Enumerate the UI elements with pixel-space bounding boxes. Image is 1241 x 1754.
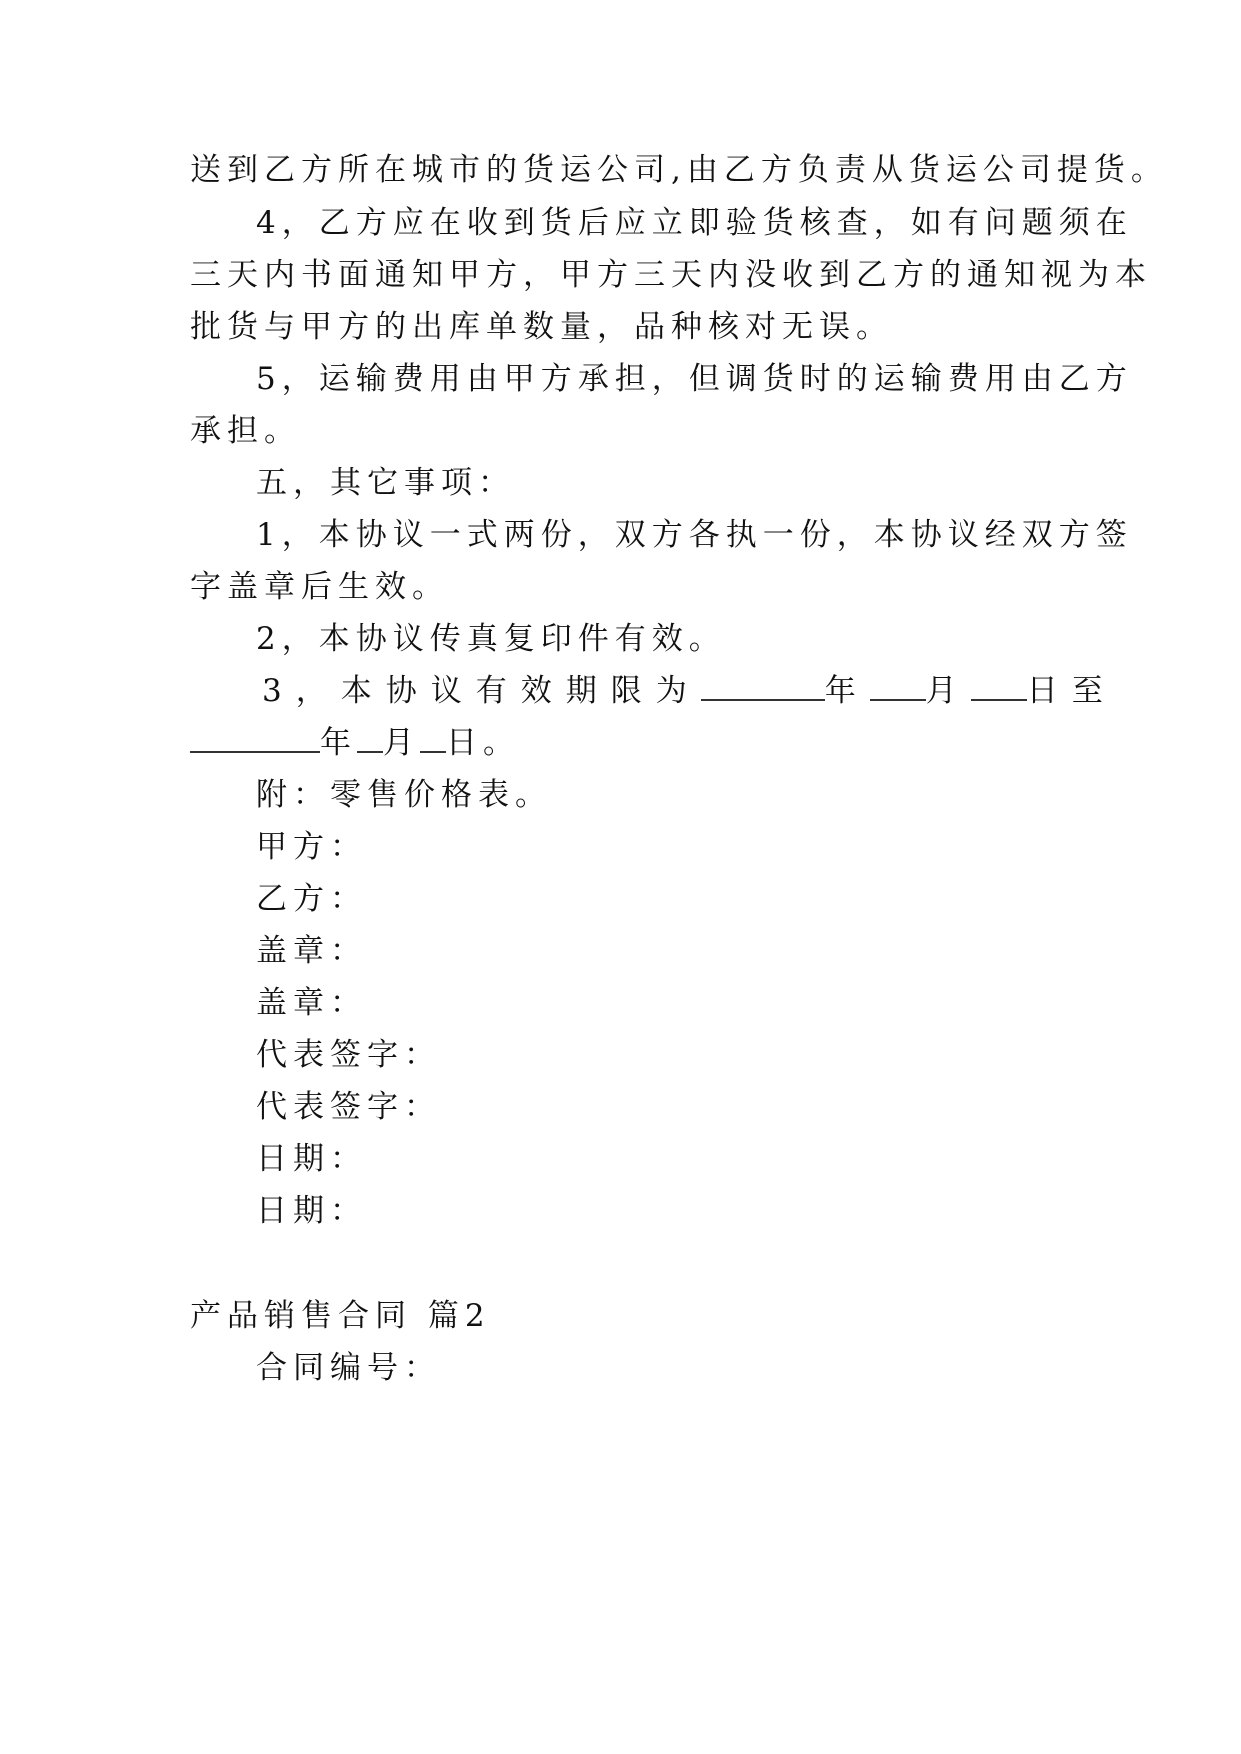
- validity-line: [262, 671, 1117, 711]
- body-line: 4，乙方应在收到货后应立即验货核查，如有问题须在: [256, 205, 1133, 241]
- month2-label: 月: [383, 725, 420, 761]
- year2-blank: [190, 723, 320, 753]
- representative-signature-label: 代表签字：: [256, 1037, 441, 1073]
- date-label: 日期：: [256, 1141, 367, 1177]
- date-label: 日期：: [256, 1193, 367, 1229]
- body-line: 送到乙方所在城市的货运公司,由乙方负责从货运公司提货。: [190, 152, 1168, 188]
- contract-number-label: 合同编号：: [256, 1350, 441, 1386]
- year2-label: 年: [320, 725, 357, 761]
- year-blank: [701, 671, 825, 701]
- month-blank: [870, 671, 926, 701]
- validity-prefix: 3，本协议有效期限为: [262, 673, 701, 709]
- year-label: 年: [824, 673, 870, 709]
- validity-line-continued: [190, 723, 520, 763]
- day-to-label: 日至: [1026, 673, 1117, 709]
- body-line: 承担。: [190, 413, 301, 449]
- attachment-line: 附：零售价格表。: [256, 777, 552, 813]
- section-heading: 五，其它事项：: [256, 465, 515, 501]
- body-line: 5，运输费用由甲方承担，但调货时的运输费用由乙方: [256, 361, 1133, 397]
- representative-signature-label: 代表签字：: [256, 1089, 441, 1125]
- day-end-label: 日。: [446, 725, 520, 761]
- month-label: 月: [925, 673, 971, 709]
- body-line: 批货与甲方的出库单数量，品种核对无误。: [190, 309, 893, 345]
- seal-label: 盖章：: [256, 933, 367, 969]
- day-blank: [971, 671, 1027, 701]
- seal-label: 盖章：: [256, 985, 367, 1021]
- body-line: 1，本协议一式两份，双方各执一份，本协议经双方签: [256, 517, 1133, 553]
- body-line: 字盖章后生效。: [190, 569, 449, 605]
- month2-blank: [357, 723, 383, 753]
- body-line: 2，本协议传真复印件有效。: [256, 621, 726, 657]
- party-b-label: 乙方：: [256, 881, 367, 917]
- section-title: 产品销售合同 篇2: [190, 1298, 491, 1334]
- body-line: 三天内书面通知甲方，甲方三天内没收到乙方的通知视为本: [190, 257, 1152, 293]
- party-a-label: 甲方：: [256, 829, 367, 865]
- day2-blank: [420, 723, 446, 753]
